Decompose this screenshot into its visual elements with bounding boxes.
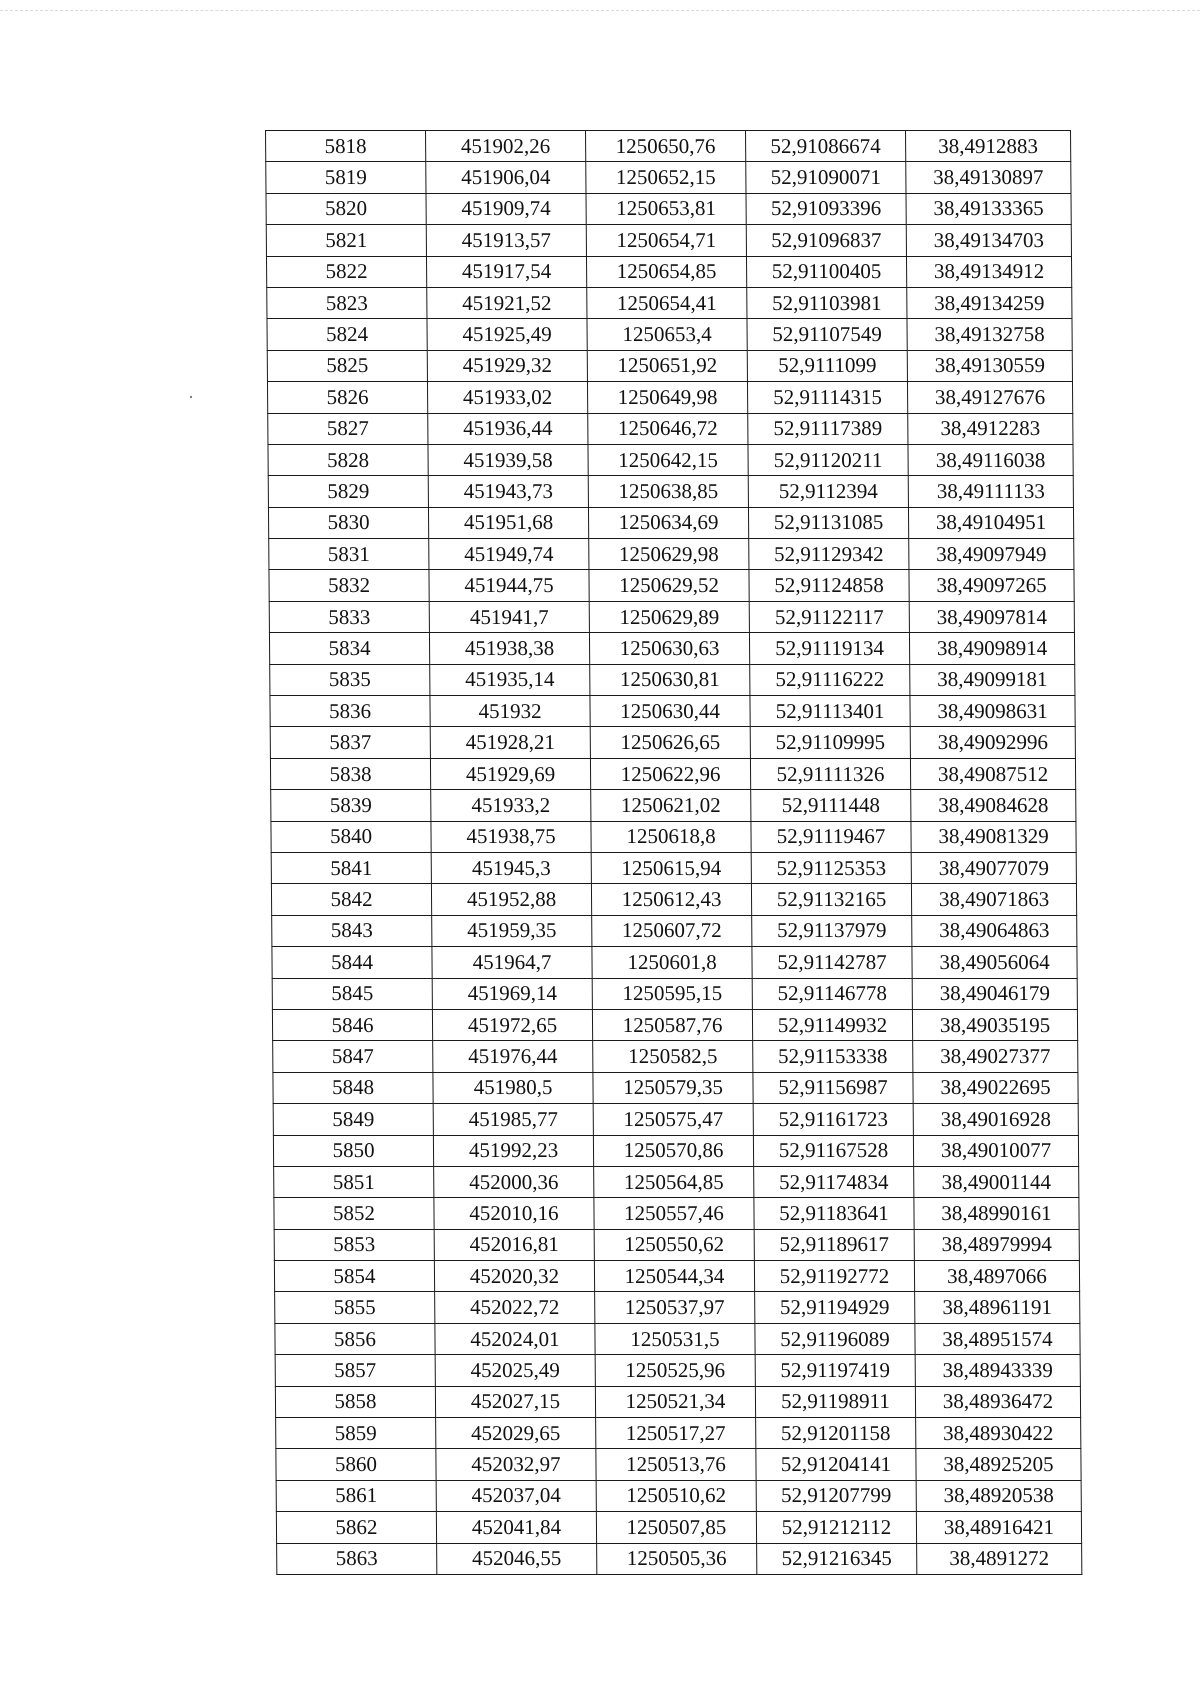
point-number-cell: 5851	[274, 1166, 434, 1197]
longitude-cell: 38,49016928	[913, 1104, 1078, 1135]
latitude-cell: 52,91119467	[751, 821, 911, 852]
y-coordinate-cell: 1250575,47	[593, 1104, 753, 1135]
y-coordinate-cell: 1250537,97	[595, 1292, 755, 1323]
y-coordinate-cell: 1250531,5	[595, 1323, 755, 1354]
table-row	[267, 350, 1072, 381]
latitude-cell: 52,91120211	[748, 444, 908, 475]
y-coordinate-cell: 1250634,69	[588, 507, 748, 538]
point-number-cell: 5856	[275, 1323, 435, 1354]
table-row	[272, 947, 1077, 978]
x-coordinate-cell: 451921,52	[427, 287, 587, 318]
x-coordinate-cell: 451936,44	[428, 413, 588, 444]
longitude-cell: 38,48990161	[914, 1198, 1079, 1229]
longitude-cell: 38,48979994	[914, 1229, 1079, 1260]
point-number-cell: 5822	[266, 256, 426, 287]
table-row	[272, 915, 1077, 946]
latitude-cell: 52,91146778	[752, 978, 912, 1009]
point-number-cell: 5819	[266, 162, 426, 193]
latitude-cell: 52,91122117	[749, 601, 909, 632]
point-number-cell: 5842	[271, 884, 431, 915]
table-row	[266, 225, 1071, 256]
x-coordinate-cell: 451933,02	[427, 382, 587, 413]
longitude-cell: 38,49022695	[913, 1072, 1078, 1103]
point-number-cell: 5849	[273, 1104, 433, 1135]
y-coordinate-cell: 1250621,02	[591, 790, 751, 821]
latitude-cell: 52,91119134	[749, 633, 909, 664]
y-coordinate-cell: 1250652,15	[586, 162, 746, 193]
longitude-cell: 38,48925205	[916, 1449, 1081, 1480]
table-row	[272, 978, 1077, 1009]
y-coordinate-cell: 1250651,92	[587, 350, 747, 381]
point-number-cell: 5852	[274, 1198, 434, 1229]
latitude-cell: 52,91161723	[753, 1104, 913, 1135]
y-coordinate-cell: 1250650,76	[586, 131, 746, 162]
table-row	[274, 1229, 1079, 1260]
table-row	[268, 444, 1073, 475]
y-coordinate-cell: 1250646,72	[588, 413, 748, 444]
point-number-cell: 5859	[276, 1418, 436, 1449]
table-row	[275, 1386, 1080, 1417]
point-number-cell: 5829	[268, 476, 428, 507]
longitude-cell: 38,49081329	[911, 821, 1076, 852]
x-coordinate-cell: 451992,23	[433, 1135, 593, 1166]
point-number-cell: 5818	[266, 131, 426, 162]
y-coordinate-cell: 1250622,96	[590, 758, 750, 789]
longitude-cell: 38,48961191	[915, 1292, 1080, 1323]
y-coordinate-cell: 1250579,35	[593, 1072, 753, 1103]
table-row	[268, 507, 1073, 538]
table-row	[266, 193, 1071, 224]
longitude-cell: 38,4912283	[908, 413, 1073, 444]
point-number-cell: 5824	[267, 319, 427, 350]
point-number-cell: 5831	[269, 539, 429, 570]
point-number-cell: 5855	[275, 1292, 435, 1323]
point-number-cell: 5826	[267, 382, 427, 413]
x-coordinate-cell: 451969,14	[432, 978, 592, 1009]
longitude-cell: 38,49087512	[910, 758, 1075, 789]
x-coordinate-cell: 451964,7	[432, 947, 592, 978]
longitude-cell: 38,49064863	[912, 915, 1077, 946]
latitude-cell: 52,91167528	[753, 1135, 913, 1166]
longitude-cell: 38,49084628	[911, 790, 1076, 821]
x-coordinate-cell: 452041,84	[436, 1512, 596, 1543]
longitude-cell: 38,4912883	[906, 131, 1071, 162]
y-coordinate-cell: 1250521,34	[595, 1386, 755, 1417]
longitude-cell: 38,49104951	[908, 507, 1073, 538]
point-number-cell: 5860	[276, 1449, 436, 1480]
y-coordinate-cell: 1250601,8	[592, 947, 752, 978]
x-coordinate-cell: 451909,74	[426, 193, 586, 224]
table-row	[270, 696, 1075, 727]
latitude-cell: 52,91137979	[752, 915, 912, 946]
latitude-cell: 52,91093396	[746, 193, 906, 224]
table-row	[270, 758, 1075, 789]
table-row	[268, 476, 1073, 507]
latitude-cell: 52,91156987	[753, 1072, 913, 1103]
y-coordinate-cell: 1250618,8	[591, 821, 751, 852]
table-row	[274, 1166, 1079, 1197]
x-coordinate-cell: 451939,58	[428, 444, 588, 475]
x-coordinate-cell: 451938,75	[431, 821, 591, 852]
x-coordinate-cell: 452022,72	[435, 1292, 595, 1323]
y-coordinate-cell: 1250612,43	[591, 884, 751, 915]
y-coordinate-cell: 1250505,36	[597, 1543, 757, 1574]
longitude-cell: 38,49130559	[907, 350, 1072, 381]
longitude-cell: 38,4897066	[914, 1261, 1079, 1292]
y-coordinate-cell: 1250507,85	[596, 1512, 756, 1543]
point-number-cell: 5847	[273, 1041, 433, 1072]
latitude-cell: 52,9111099	[747, 350, 907, 381]
point-number-cell: 5850	[273, 1135, 433, 1166]
latitude-cell: 52,91125353	[751, 852, 911, 883]
latitude-cell: 52,91103981	[747, 287, 907, 318]
x-coordinate-cell: 451941,7	[429, 601, 589, 632]
y-coordinate-cell: 1250510,62	[596, 1480, 756, 1511]
table-row	[266, 162, 1071, 193]
longitude-cell: 38,49010077	[913, 1135, 1078, 1166]
point-number-cell: 5841	[271, 852, 431, 883]
point-number-cell: 5846	[272, 1009, 432, 1040]
table-row	[270, 727, 1075, 758]
table-row	[271, 821, 1076, 852]
latitude-cell: 52,91183641	[754, 1198, 914, 1229]
y-coordinate-cell: 1250649,98	[587, 382, 747, 413]
table-row	[271, 790, 1076, 821]
point-number-cell: 5854	[274, 1261, 434, 1292]
point-number-cell: 5848	[273, 1072, 433, 1103]
x-coordinate-cell: 451932	[430, 696, 590, 727]
y-coordinate-cell: 1250630,81	[590, 664, 750, 695]
table-row	[274, 1198, 1079, 1229]
coordinates-table	[265, 130, 1082, 1575]
table-row	[267, 382, 1072, 413]
table-row	[273, 1072, 1078, 1103]
latitude-cell: 52,91198911	[755, 1386, 915, 1417]
x-coordinate-cell: 452000,36	[434, 1166, 594, 1197]
point-number-cell: 5857	[275, 1355, 435, 1386]
coordinates-table-body	[266, 131, 1082, 1575]
y-coordinate-cell: 1250595,15	[592, 978, 752, 1009]
longitude-cell: 38,48920538	[916, 1480, 1081, 1511]
longitude-cell: 38,49130897	[906, 162, 1071, 193]
y-coordinate-cell: 1250544,34	[594, 1261, 754, 1292]
point-number-cell: 5830	[268, 507, 428, 538]
x-coordinate-cell: 451985,77	[433, 1104, 593, 1135]
y-coordinate-cell: 1250607,72	[592, 915, 752, 946]
latitude-cell: 52,91109995	[750, 727, 910, 758]
longitude-cell: 38,49116038	[908, 444, 1073, 475]
longitude-cell: 38,49027377	[913, 1041, 1078, 1072]
table-row	[267, 319, 1072, 350]
x-coordinate-cell: 452010,16	[434, 1198, 594, 1229]
coordinates-table-wrapper	[265, 130, 1081, 1575]
point-number-cell: 5833	[269, 601, 429, 632]
latitude-cell: 52,91114315	[747, 382, 907, 413]
table-row	[269, 633, 1074, 664]
latitude-cell: 52,91216345	[757, 1543, 917, 1574]
x-coordinate-cell: 452029,65	[436, 1418, 596, 1449]
longitude-cell: 38,49097814	[909, 601, 1074, 632]
latitude-cell: 52,91212112	[756, 1512, 916, 1543]
longitude-cell: 38,48951574	[915, 1323, 1080, 1354]
longitude-cell: 38,49111133	[908, 476, 1073, 507]
longitude-cell: 38,49097949	[909, 539, 1074, 570]
longitude-cell: 38,49098631	[910, 696, 1075, 727]
longitude-cell: 38,49098914	[909, 633, 1074, 664]
point-number-cell: 5827	[268, 413, 428, 444]
latitude-cell: 52,91124858	[749, 570, 909, 601]
table-row	[276, 1449, 1081, 1480]
latitude-cell: 52,91100405	[746, 256, 906, 287]
y-coordinate-cell: 1250550,62	[594, 1229, 754, 1260]
latitude-cell: 52,91107549	[747, 319, 907, 350]
longitude-cell: 38,49092996	[910, 727, 1075, 758]
point-number-cell: 5853	[274, 1229, 434, 1260]
latitude-cell: 52,91149932	[752, 1009, 912, 1040]
point-number-cell: 5863	[277, 1543, 437, 1574]
y-coordinate-cell: 1250513,76	[596, 1449, 756, 1480]
longitude-cell: 38,49035195	[912, 1009, 1077, 1040]
x-coordinate-cell: 451959,35	[432, 915, 592, 946]
table-row	[269, 539, 1074, 570]
latitude-cell: 52,91142787	[752, 947, 912, 978]
point-number-cell: 5839	[271, 790, 431, 821]
x-coordinate-cell: 451928,21	[430, 727, 590, 758]
point-number-cell: 5837	[270, 727, 430, 758]
x-coordinate-cell: 451933,2	[431, 790, 591, 821]
table-row	[269, 570, 1074, 601]
longitude-cell: 38,48916421	[916, 1512, 1081, 1543]
longitude-cell: 38,4891272	[917, 1543, 1082, 1574]
longitude-cell: 38,48930422	[916, 1418, 1081, 1449]
y-coordinate-cell: 1250582,5	[593, 1041, 753, 1072]
table-row	[271, 884, 1076, 915]
latitude-cell: 52,91086674	[746, 131, 906, 162]
y-coordinate-cell: 1250654,85	[586, 256, 746, 287]
x-coordinate-cell: 451935,14	[430, 664, 590, 695]
longitude-cell: 38,49132758	[907, 319, 1072, 350]
x-coordinate-cell: 451976,44	[433, 1041, 593, 1072]
y-coordinate-cell: 1250630,44	[590, 696, 750, 727]
point-number-cell: 5845	[272, 978, 432, 1009]
point-number-cell: 5832	[269, 570, 429, 601]
longitude-cell: 38,49071863	[911, 884, 1076, 915]
point-number-cell: 5823	[267, 287, 427, 318]
y-coordinate-cell: 1250642,15	[588, 444, 748, 475]
y-coordinate-cell: 1250629,52	[589, 570, 749, 601]
x-coordinate-cell: 452020,32	[434, 1261, 594, 1292]
table-row	[276, 1512, 1081, 1543]
latitude-cell: 52,91197419	[755, 1355, 915, 1386]
table-row	[272, 1009, 1077, 1040]
longitude-cell: 38,49134912	[906, 256, 1071, 287]
table-row	[273, 1041, 1078, 1072]
scan-edge-line	[0, 10, 1200, 11]
longitude-cell: 38,49134703	[906, 225, 1071, 256]
table-row	[275, 1355, 1080, 1386]
latitude-cell: 52,91174834	[754, 1166, 914, 1197]
table-row	[266, 256, 1071, 287]
point-number-cell: 5835	[270, 664, 430, 695]
latitude-cell: 52,91096837	[746, 225, 906, 256]
longitude-cell: 38,48943339	[915, 1355, 1080, 1386]
longitude-cell: 38,49134259	[907, 287, 1072, 318]
y-coordinate-cell: 1250653,81	[586, 193, 746, 224]
x-coordinate-cell: 451951,68	[428, 507, 588, 538]
longitude-cell: 38,49056064	[912, 947, 1077, 978]
point-number-cell: 5858	[275, 1386, 435, 1417]
latitude-cell: 52,91111326	[750, 758, 910, 789]
longitude-cell: 38,49133365	[906, 193, 1071, 224]
point-number-cell: 5843	[272, 915, 432, 946]
latitude-cell: 52,91153338	[753, 1041, 913, 1072]
longitude-cell: 38,49127676	[907, 382, 1072, 413]
longitude-cell: 38,49099181	[910, 664, 1075, 695]
table-row	[269, 601, 1074, 632]
longitude-cell: 38,48936472	[915, 1386, 1080, 1417]
x-coordinate-cell: 451980,5	[433, 1072, 593, 1103]
x-coordinate-cell: 452016,81	[434, 1229, 594, 1260]
y-coordinate-cell: 1250629,89	[589, 601, 749, 632]
x-coordinate-cell: 452037,04	[436, 1480, 596, 1511]
latitude-cell: 52,91129342	[749, 539, 909, 570]
y-coordinate-cell: 1250654,41	[587, 287, 747, 318]
y-coordinate-cell: 1250654,71	[586, 225, 746, 256]
table-row	[270, 664, 1075, 695]
point-number-cell: 5820	[266, 193, 426, 224]
x-coordinate-cell: 451929,32	[427, 350, 587, 381]
y-coordinate-cell: 1250630,63	[589, 633, 749, 664]
x-coordinate-cell: 452027,15	[435, 1386, 595, 1417]
x-coordinate-cell: 451943,73	[428, 476, 588, 507]
longitude-cell: 38,49097265	[909, 570, 1074, 601]
point-number-cell: 5840	[271, 821, 431, 852]
x-coordinate-cell: 452025,49	[435, 1355, 595, 1386]
x-coordinate-cell: 451949,74	[429, 539, 589, 570]
table-row	[271, 852, 1076, 883]
latitude-cell: 52,91201158	[756, 1418, 916, 1449]
x-coordinate-cell: 451945,3	[431, 852, 591, 883]
longitude-cell: 38,49046179	[912, 978, 1077, 1009]
table-row	[273, 1104, 1078, 1135]
table-row	[276, 1418, 1081, 1449]
latitude-cell: 52,91192772	[754, 1261, 914, 1292]
latitude-cell: 52,91204141	[756, 1449, 916, 1480]
x-coordinate-cell: 452046,55	[437, 1543, 597, 1574]
point-number-cell: 5844	[272, 947, 432, 978]
latitude-cell: 52,91116222	[750, 664, 910, 695]
latitude-cell: 52,9112394	[748, 476, 908, 507]
x-coordinate-cell: 451902,26	[426, 131, 586, 162]
table-row	[267, 287, 1072, 318]
y-coordinate-cell: 1250626,65	[590, 727, 750, 758]
y-coordinate-cell: 1250557,46	[594, 1198, 754, 1229]
latitude-cell: 52,91196089	[755, 1323, 915, 1354]
x-coordinate-cell: 451972,65	[432, 1009, 592, 1040]
x-coordinate-cell: 451917,54	[426, 256, 586, 287]
y-coordinate-cell: 1250517,27	[596, 1418, 756, 1449]
scan-speck	[190, 396, 192, 398]
y-coordinate-cell: 1250653,4	[587, 319, 747, 350]
latitude-cell: 52,9111448	[751, 790, 911, 821]
table-row	[273, 1135, 1078, 1166]
latitude-cell: 52,91207799	[756, 1480, 916, 1511]
table-row	[266, 131, 1071, 162]
latitude-cell: 52,91113401	[750, 696, 910, 727]
x-coordinate-cell: 451944,75	[429, 570, 589, 601]
x-coordinate-cell: 451913,57	[426, 225, 586, 256]
latitude-cell: 52,91132165	[751, 884, 911, 915]
table-row	[275, 1323, 1080, 1354]
latitude-cell: 52,91090071	[746, 162, 906, 193]
point-number-cell: 5821	[266, 225, 426, 256]
table-row	[268, 413, 1073, 444]
point-number-cell: 5862	[276, 1512, 436, 1543]
x-coordinate-cell: 451938,38	[429, 633, 589, 664]
x-coordinate-cell: 451925,49	[427, 319, 587, 350]
y-coordinate-cell: 1250615,94	[591, 852, 751, 883]
y-coordinate-cell: 1250629,98	[589, 539, 749, 570]
point-number-cell: 5838	[270, 758, 430, 789]
point-number-cell: 5834	[269, 633, 429, 664]
y-coordinate-cell: 1250570,86	[593, 1135, 753, 1166]
y-coordinate-cell: 1250564,85	[594, 1166, 754, 1197]
latitude-cell: 52,91194929	[755, 1292, 915, 1323]
y-coordinate-cell: 1250525,96	[595, 1355, 755, 1386]
longitude-cell: 38,49077079	[911, 852, 1076, 883]
table-row	[276, 1480, 1081, 1511]
latitude-cell: 52,91131085	[748, 507, 908, 538]
longitude-cell: 38,49001144	[914, 1166, 1079, 1197]
point-number-cell: 5836	[270, 696, 430, 727]
table-row	[275, 1292, 1080, 1323]
point-number-cell: 5861	[276, 1480, 436, 1511]
y-coordinate-cell: 1250638,85	[588, 476, 748, 507]
point-number-cell: 5828	[268, 444, 428, 475]
latitude-cell: 52,91189617	[754, 1229, 914, 1260]
y-coordinate-cell: 1250587,76	[592, 1009, 752, 1040]
table-row	[274, 1261, 1079, 1292]
latitude-cell: 52,91117389	[748, 413, 908, 444]
x-coordinate-cell: 452032,97	[436, 1449, 596, 1480]
table-row	[277, 1543, 1082, 1574]
x-coordinate-cell: 451929,69	[430, 758, 590, 789]
x-coordinate-cell: 452024,01	[435, 1323, 595, 1354]
x-coordinate-cell: 451906,04	[426, 162, 586, 193]
x-coordinate-cell: 451952,88	[431, 884, 591, 915]
point-number-cell: 5825	[267, 350, 427, 381]
